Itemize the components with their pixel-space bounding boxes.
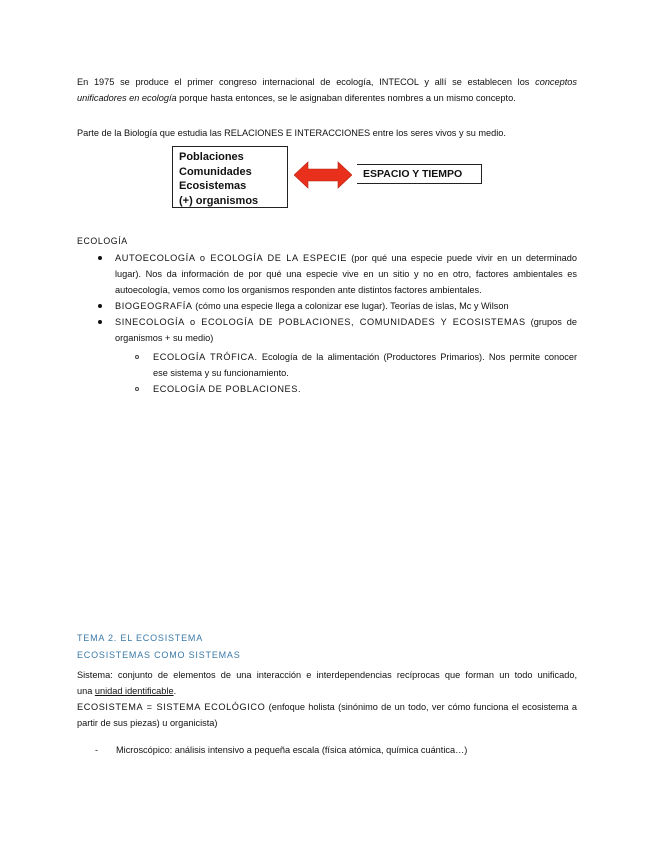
levels-line: Poblaciones xyxy=(179,151,244,163)
definition-paragraph: Parte de la Biología que estudia las RELACIONES E INTERACCIONES entre los seres vivos y su medio. xyxy=(77,128,506,138)
item-text: (cómo una especie llega a colonizar ese lugar). Teorías de islas, Mc y Wilson xyxy=(192,301,509,311)
item-text: (grupos de xyxy=(525,317,577,327)
item-text: ese sistema y su funcionamiento. xyxy=(153,368,289,378)
bullet-icon xyxy=(98,304,102,308)
ecosistema-definition xyxy=(77,699,577,731)
space-time-box: ESPACIO Y TIEMPO xyxy=(357,164,482,184)
sublist-item xyxy=(153,381,577,397)
item-text: autoecología, vemos como los organismos responden ante distintos factores ambientales. xyxy=(115,285,482,295)
levels-line: (+) organismos xyxy=(179,194,259,207)
item-text: Ecología de la alimentación (Productores Primarios). Nos permite conocer xyxy=(257,352,577,362)
tema-title: TEMA 2. EL ECOSISTEMA xyxy=(77,633,203,643)
microscopic-item: Microscópico: análisis intensivo a pequeña escala (física atómica, química cuántica…) xyxy=(116,745,468,755)
intro-italic-2: unificadores en ecología xyxy=(77,93,177,103)
item-text: lugar). Nos da información de por qué una especie vive en un sitio y no en otro, factores ambientales es xyxy=(115,269,577,279)
double-arrow-icon xyxy=(294,160,352,190)
bullet-icon xyxy=(98,256,102,260)
item-lead: AUTOECOLOGÍA o ECOLOGÍA DE LA ESPECIE xyxy=(115,253,348,263)
item-lead: SINECOLOGÍA o ECOLOGÍA DE POBLACIONES, COMUNIDADES Y ECOSISTEMAS xyxy=(115,317,526,327)
eco-line xyxy=(77,699,577,715)
intro-italic-1: conceptos xyxy=(535,77,577,87)
item-lead: ECOLOGÍA TRÓFICA. xyxy=(153,352,258,362)
circle-bullet-icon xyxy=(135,387,139,391)
levels-line: Ecosistemas xyxy=(179,180,247,192)
list-item xyxy=(115,250,577,266)
eco-line: partir de sus piezas) u organicista) xyxy=(77,718,218,728)
intro-text-a: En 1975 se produce el primer congreso internacional de ecología, INTECOL y allí se establecen los xyxy=(77,77,536,87)
eco-lead: ECOSISTEMA = SISTEMA ECOLÓGICO xyxy=(77,702,266,712)
list-item-continuation xyxy=(115,330,577,346)
def-line xyxy=(77,683,577,699)
intro-text-b: porque hasta entonces, se le asignaban diferentes nombres a un mismo concepto. xyxy=(176,93,516,103)
list-item xyxy=(115,314,577,330)
circle-bullet-icon xyxy=(135,355,139,359)
tema-subtitle: ECOSISTEMAS COMO SISTEMAS xyxy=(77,650,241,660)
list-item-continuation xyxy=(115,266,577,282)
def-text: . xyxy=(173,686,177,696)
sublist-item xyxy=(153,349,577,365)
ecologia-sublist xyxy=(153,349,577,397)
ecologia-heading: ECOLOGÍA xyxy=(77,236,128,246)
levels-line: Comunidades xyxy=(179,165,252,178)
ecologia-list xyxy=(115,250,577,346)
def-line: Sistema: conjunto de elementos de una interacción e interdependencias recíprocas que forman un todo unificado, xyxy=(77,670,577,680)
sistema-definition xyxy=(77,667,577,699)
intro-paragraph xyxy=(77,74,577,106)
def-text: una xyxy=(77,686,95,696)
levels-box xyxy=(172,146,288,208)
item-text: organismos + su medio) xyxy=(115,333,214,343)
concept-diagram xyxy=(172,146,486,212)
eco-text: (enfoque holista (sinónimo de un todo, ver cómo funciona el ecosistema a xyxy=(265,702,577,712)
sublist-item-continuation xyxy=(153,365,577,381)
bullet-icon xyxy=(98,320,102,324)
item-lead: ECOLOGÍA DE POBLACIONES. xyxy=(153,384,302,394)
list-item xyxy=(115,298,577,314)
def-underlined: unidad identificable xyxy=(94,686,174,696)
dash-bullet: - xyxy=(95,745,98,755)
item-lead: BIOGEOGRAFÍA xyxy=(115,301,193,311)
list-item-continuation xyxy=(115,282,577,298)
item-text: (por qué una especie puede vivir en un determinado xyxy=(347,253,578,263)
